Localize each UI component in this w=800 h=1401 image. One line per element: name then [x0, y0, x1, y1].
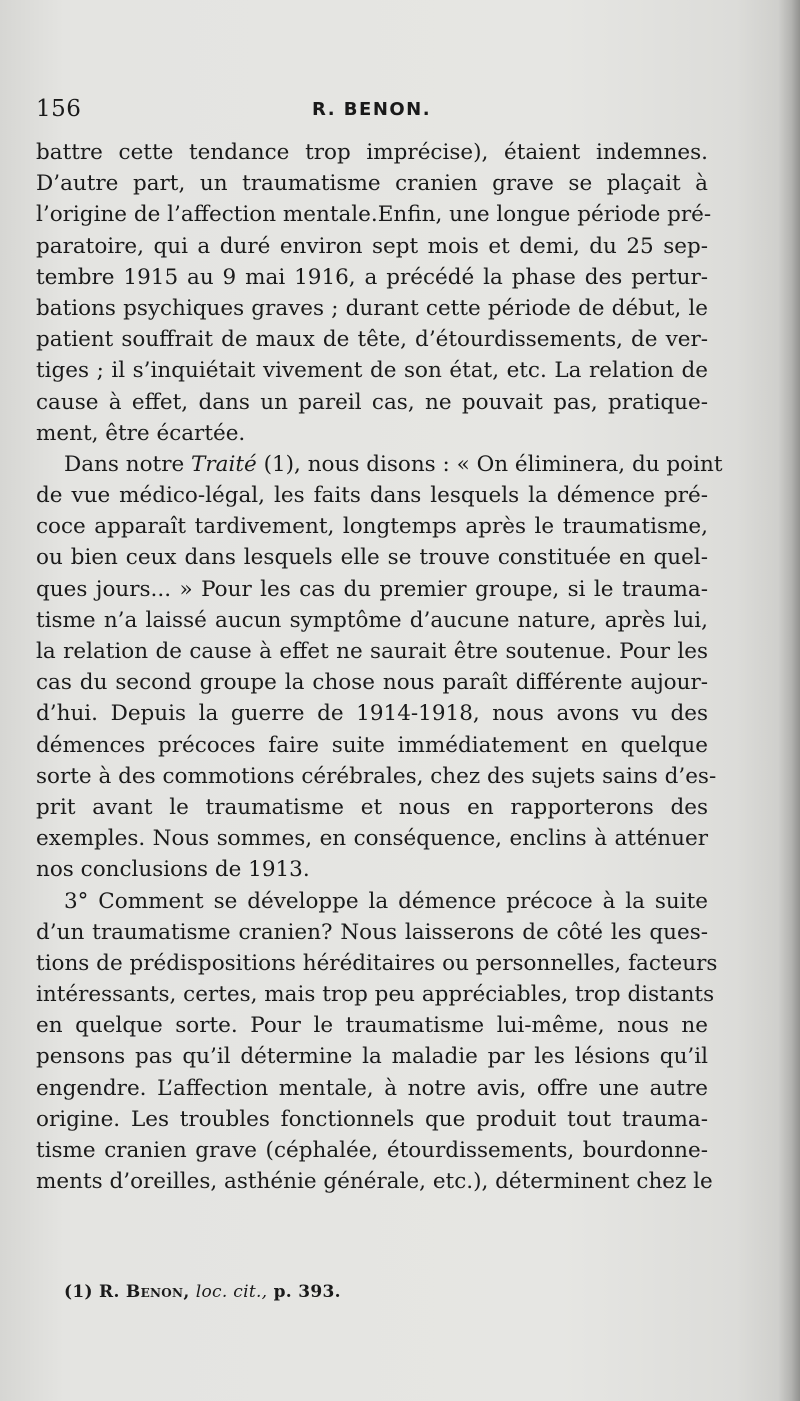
text-line: origine. Les troubles fonctionnels que produit tout trauma- — [36, 1106, 708, 1132]
footnote-author: R. Benon, — [99, 1282, 190, 1302]
text-line: tiges ; il s’inquiétait vivement de son état, etc. La relation de — [36, 358, 708, 384]
footnote — [64, 1282, 341, 1302]
text-line: exemples. Nous sommes, en conséquence, enclins à atténuer — [36, 826, 708, 852]
text-line: tembre 1915 au 9 mai 1916, a précédé la phase des pertur- — [36, 264, 708, 290]
running-head: R. BENON. — [312, 99, 432, 120]
page-edge-shadow — [778, 0, 800, 1401]
body-text — [36, 137, 723, 1197]
text-line: tisme n’a laissé aucun symptôme d’aucune nature, après lui, — [36, 607, 708, 633]
text-line: cas du second groupe la chose nous paraît différente aujour- — [36, 670, 708, 696]
text-line: de vue médico-légal, les faits dans lesquels la démence pré- — [36, 483, 708, 509]
text-line: prit avant le traumatisme et nous en rapporterons des — [36, 794, 708, 820]
text-line: tions de prédispositions héréditaires ou personnelles, facteurs — [36, 950, 718, 976]
text-line: sorte à des commotions cérébrales, chez des sujets sains d’es- — [36, 763, 717, 789]
text-line: 3° Comment se développe la démence précoce à la suite — [64, 888, 708, 914]
text-line: Dans notre Traité (1), nous disons : « On éliminera, du point — [64, 451, 723, 477]
text-line: la relation de cause à effet ne saurait être soutenue. Pour les — [36, 639, 708, 664]
footnote-page-ref: p. 393. — [273, 1282, 341, 1302]
italic-title: Traité — [191, 451, 257, 477]
text-line: ou bien ceux dans lesquels elle se trouve constituée en quel- — [36, 545, 708, 571]
text-line: démences précoces faire suite immédiatement en quelque — [36, 732, 708, 758]
text-line: coce apparaît tardivement, longtemps après le traumatisme, — [36, 514, 708, 540]
text-line: engendre. L’affection mentale, à notre avis, offre une autre — [36, 1075, 708, 1101]
text-line: en quelque sorte. Pour le traumatisme lui-même, nous ne — [36, 1013, 708, 1039]
text-line: paratoire, qui a duré environ sept mois et demi, du 25 sep- — [36, 233, 708, 259]
text-line: ques jours... » Pour les cas du premier groupe, si le trauma- — [36, 576, 708, 602]
text-line: battre cette tendance trop imprécise), étaient indemnes. — [36, 140, 708, 165]
text-line: D’autre part, un traumatisme cranien grave se plaçait à — [36, 171, 708, 197]
text-line: nos conclusions de 1913. — [36, 857, 310, 883]
text-line: bations psychiques graves ; durant cette période de début, le — [36, 295, 708, 321]
text-line: cause à effet, dans un pareil cas, ne pouvait pas, pratique- — [36, 389, 708, 415]
footnote-loc-cit: loc. cit., — [195, 1282, 268, 1302]
page-header — [36, 96, 726, 132]
text-line: ment, être écartée. — [36, 420, 246, 446]
text-line: intéressants, certes, mais trop peu appréciables, trop distants — [36, 982, 715, 1008]
text-line: ments d’oreilles, asthénie générale, etc.), déterminent chez le — [36, 1169, 713, 1195]
footnote-marker: (1) — [64, 1282, 93, 1302]
text-line: d’un traumatisme cranien? Nous laisserons de côté les ques- — [36, 919, 708, 945]
text-line: tisme cranien grave (céphalée, étourdissements, bourdonne- — [36, 1138, 708, 1163]
text-line: d’hui. Depuis la guerre de 1914-1918, nous avons vu des — [36, 701, 708, 727]
page-number: 156 — [36, 96, 82, 122]
text-line: patient souffrait de maux de tête, d’étourdissements, de ver- — [36, 327, 708, 353]
text-line: pensons pas qu’il détermine la maladie par les lésions qu’il — [36, 1044, 708, 1070]
text-line: l’origine de l’affection mentale.Enfin, une longue période pré- — [36, 202, 712, 228]
